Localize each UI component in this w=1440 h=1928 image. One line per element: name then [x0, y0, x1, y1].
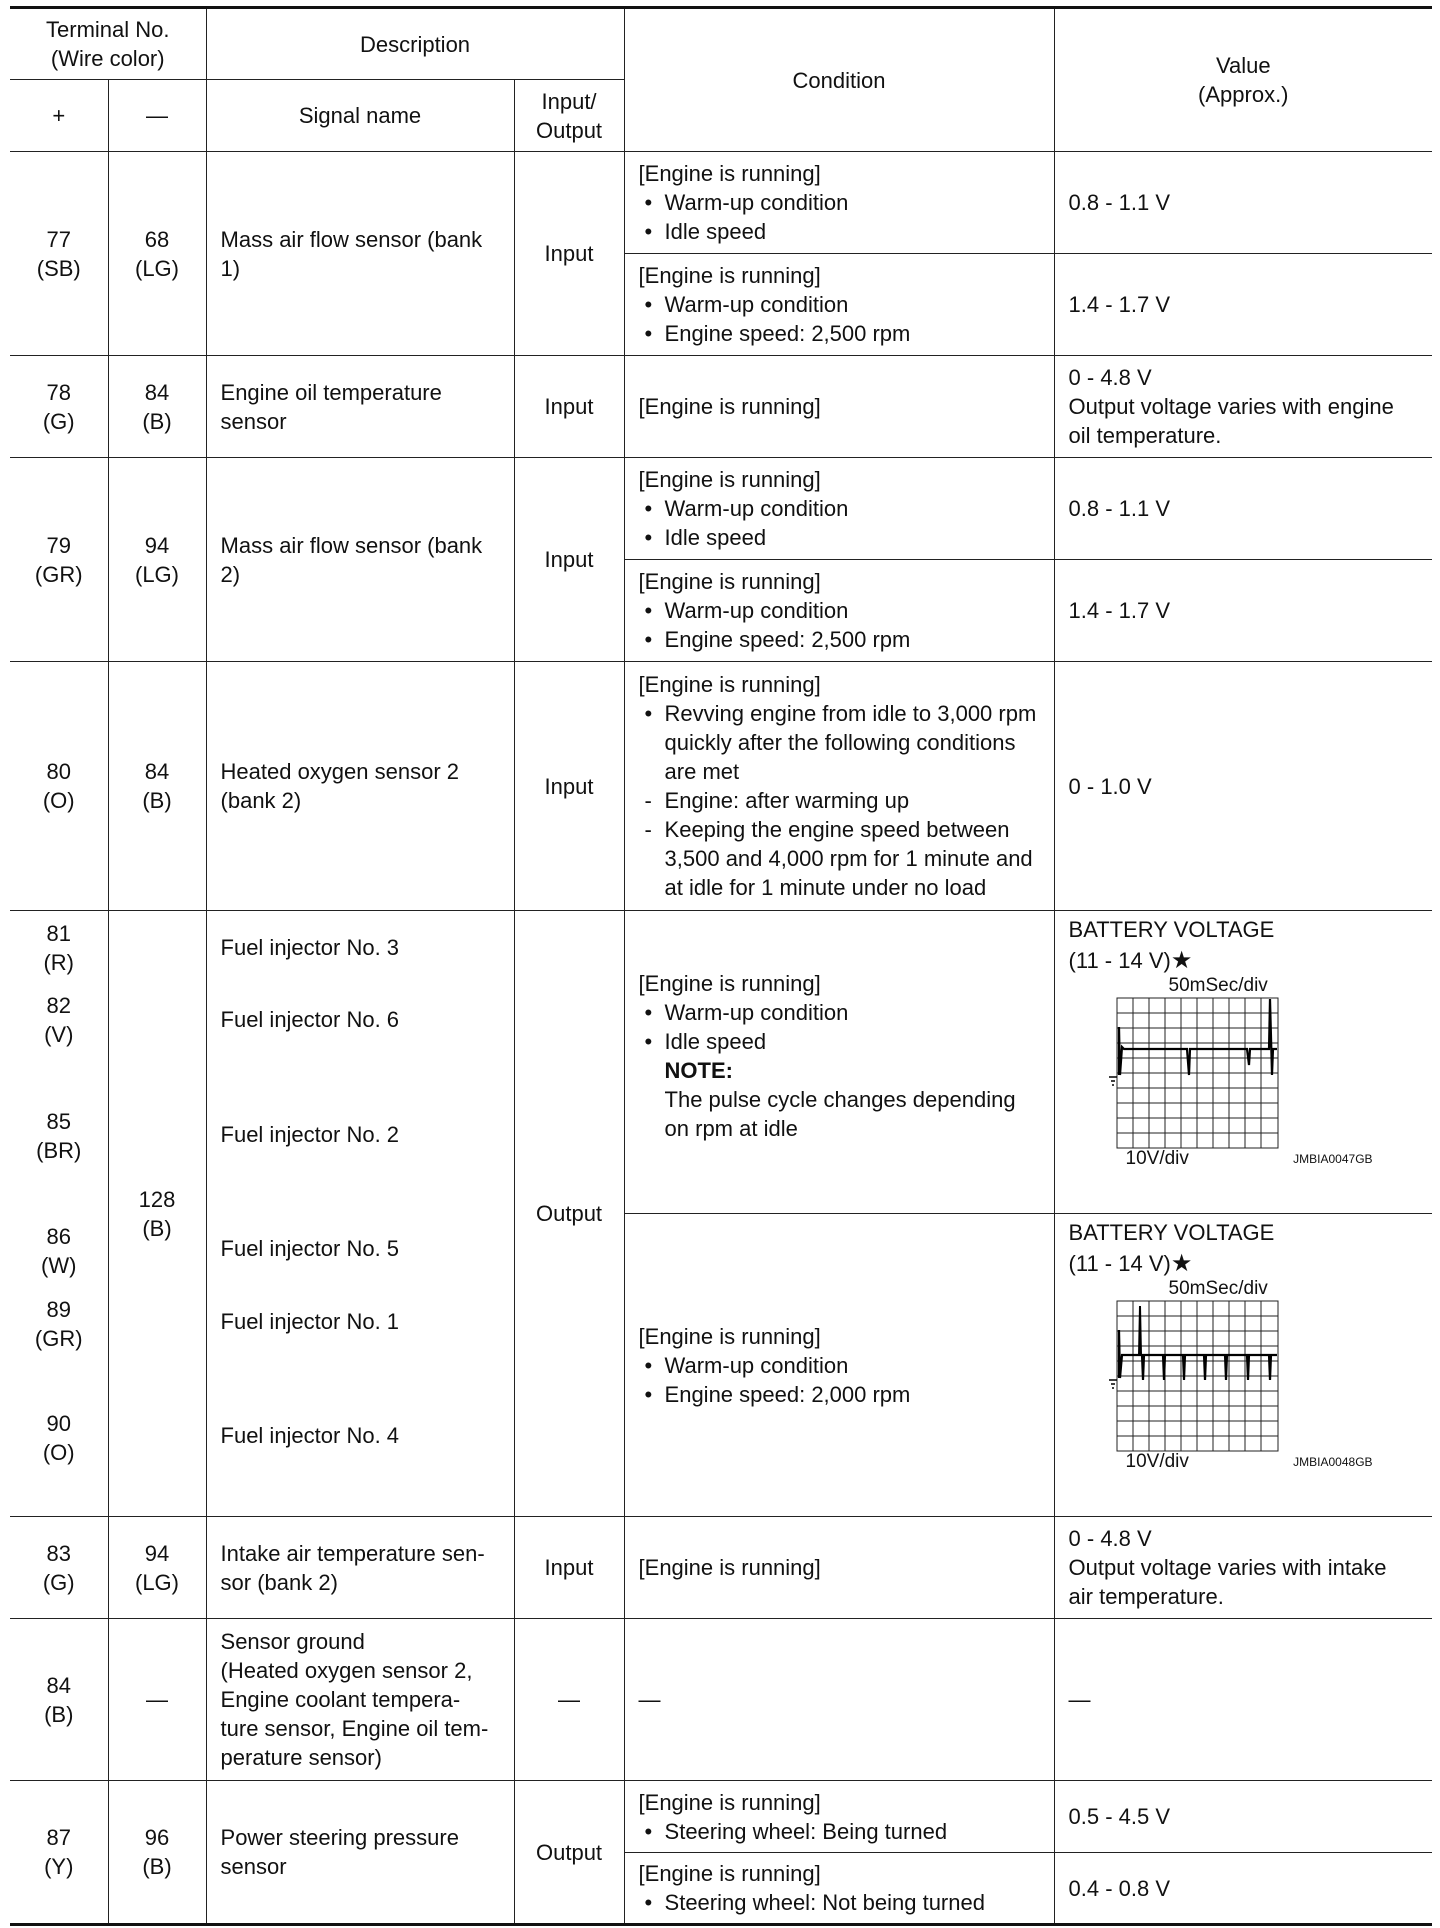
table-row [10, 152, 1432, 254]
value [1054, 1214, 1432, 1517]
signal-name: Heated oxygen sensor 2 (bank 2) [206, 662, 514, 911]
condition-item: • Engine speed: 2,000 rpm [644, 1381, 911, 1407]
condition-item: • Steering wheel: Being turned [644, 1818, 948, 1844]
value: 0.5 - 4.5 V [1054, 1781, 1432, 1853]
terminal-plus: 77 (SB) [10, 152, 108, 356]
terminal-plus: 79 (GR) [10, 458, 108, 662]
condition: — [624, 1619, 1054, 1781]
waveform-grid [1097, 997, 1347, 1149]
condition [624, 458, 1054, 560]
terminal-plus: 82 (V) [44, 993, 74, 1047]
signal-name: Fuel injector No. 2 [220, 1122, 400, 1147]
io-type: Input [514, 152, 624, 356]
condition-item: • Revving engine from idle to 3,000 rpm quickly after the following conditions are met [644, 701, 1037, 784]
condition: [Engine is running] [624, 356, 1054, 458]
condition: [Engine is running] [624, 1517, 1054, 1619]
io-type: Input [514, 458, 624, 662]
condition-head: [Engine is running] [638, 467, 821, 492]
condition-item: • Idle speed [644, 1029, 767, 1054]
value: — [1054, 1619, 1432, 1781]
voltage-scale: 10V/div [1125, 1148, 1189, 1169]
condition [624, 152, 1054, 254]
condition [624, 1214, 1054, 1517]
table-row [10, 356, 1432, 458]
terminal-plus: 85 (BR) [36, 1109, 82, 1163]
condition-head: [Engine is running] [638, 672, 821, 697]
terminal-plus: 89 (GR) [34, 1297, 83, 1351]
terminal-minus: 84 (B) [108, 356, 206, 458]
value: 0 - 4.8 V Output voltage varies with intake air temperature. [1054, 1517, 1432, 1619]
figure-code: JMBIA0048GB [1293, 1455, 1373, 1469]
star-icon: ★ [1170, 1250, 1193, 1277]
signal-name: Mass air flow sensor (bank 1) [206, 152, 514, 356]
value-range: (11 - 14 V)★ [1068, 1250, 1193, 1277]
value-range: (11 - 14 V)★ [1068, 947, 1193, 974]
terminal-plus: 78 (G) [10, 356, 108, 458]
header-minus: — [108, 80, 206, 152]
signal-name: Fuel injector No. 4 [220, 1423, 400, 1448]
condition-head: [Engine is running] [638, 1789, 821, 1815]
condition [624, 1781, 1054, 1853]
oscilloscope-waveform [1069, 975, 1373, 1170]
header-plus: + [10, 80, 108, 152]
table-row [10, 662, 1432, 911]
condition-item: • Warm-up condition [644, 598, 849, 623]
terminal-minus: — [108, 1619, 206, 1781]
terminal-plus: 83 (G) [10, 1517, 108, 1619]
condition-item: • Steering wheel: Not being turned [644, 1890, 985, 1915]
io-type: Output [514, 1781, 624, 1925]
terminal-plus: 90 (O) [42, 1411, 75, 1465]
condition-item: • Warm-up condition [644, 292, 849, 317]
value: 0.8 - 1.1 V [1054, 152, 1432, 254]
io-type: — [514, 1619, 624, 1781]
star-icon: ★ [1170, 947, 1193, 974]
table-row [10, 1517, 1432, 1619]
condition-note: NOTE: The pulse cycle changes depending on rpm at idle [664, 1058, 1016, 1141]
table-row [10, 458, 1432, 560]
io-type: Input [514, 1517, 624, 1619]
condition [624, 911, 1054, 1214]
condition-head: [Engine is running] [638, 1323, 821, 1349]
table-row [10, 1781, 1432, 1853]
table-row [10, 1619, 1432, 1781]
injector-terminals [10, 911, 108, 1517]
header-terminal-no: Terminal No. (Wire color) [10, 8, 206, 80]
condition-head: [Engine is running] [638, 161, 821, 186]
signal-name: Mass air flow sensor (bank 2) [206, 458, 514, 662]
condition [624, 560, 1054, 662]
signal-name: Power steering pressure sensor [206, 1781, 514, 1925]
condition-subitem: - Keeping the engine speed between 3,500 and 4,000 rpm for 1 minute and at idle for 1 minute under no load [644, 817, 1033, 900]
table-row [10, 911, 1432, 1214]
condition [624, 662, 1054, 911]
header-value: Value (Approx.) [1054, 8, 1432, 152]
terminal-minus: 128 (B) [108, 911, 206, 1517]
signal-name: Fuel injector No. 1 [220, 1309, 400, 1334]
signal-name: Fuel injector No. 6 [220, 1007, 400, 1032]
condition-head: [Engine is running] [638, 1861, 821, 1886]
condition-item: • Warm-up condition [644, 496, 849, 521]
oscilloscope-waveform [1069, 1278, 1373, 1473]
header-description: Description [206, 8, 624, 80]
condition-item: • Engine speed: 2,500 rpm [644, 627, 911, 652]
condition-item: • Warm-up condition [644, 1352, 849, 1378]
value: 1.4 - 1.7 V [1054, 560, 1432, 662]
terminal-minus: 94 (LG) [108, 458, 206, 662]
terminal-plus: 87 (Y) [10, 1781, 108, 1925]
condition-item: • Engine speed: 2,500 rpm [644, 321, 911, 346]
terminal-plus: 80 (O) [10, 662, 108, 911]
condition-subitem: - Engine: after warming up [644, 788, 910, 813]
terminal-plus: 86 (W) [41, 1224, 77, 1278]
injector-names [206, 911, 514, 1517]
value: 0 - 4.8 V Output voltage varies with engine oil temperature. [1054, 356, 1432, 458]
value: 1.4 - 1.7 V [1054, 254, 1432, 356]
condition-head: [Engine is running] [638, 569, 821, 594]
condition [624, 254, 1054, 356]
terminal-plus: 81 (R) [43, 921, 75, 975]
terminal-minus: 96 (B) [108, 1781, 206, 1925]
signal-name: Sensor ground (Heated oxygen sensor 2, Engine coolant tempera- ture sensor, Engine oil tem- perature sensor) [206, 1619, 514, 1781]
terminal-minus: 84 (B) [108, 662, 206, 911]
waveform-grid [1097, 1300, 1347, 1452]
condition-item: • Warm-up condition [644, 190, 849, 215]
condition-head: [Engine is running] [638, 971, 821, 996]
value-title: BATTERY VOLTAGE [1068, 917, 1275, 942]
terminal-minus: 68 (LG) [108, 152, 206, 356]
value-title: BATTERY VOLTAGE [1068, 1220, 1275, 1245]
header-signal-name: Signal name [206, 80, 514, 152]
io-type: Input [514, 356, 624, 458]
voltage-scale: 10V/div [1125, 1451, 1189, 1472]
signal-name: Fuel injector No. 5 [220, 1236, 400, 1261]
value: 0.8 - 1.1 V [1054, 458, 1432, 560]
ecm-terminal-table [10, 6, 1432, 1926]
io-type: Input [514, 662, 624, 911]
condition-item: • Idle speed [644, 219, 767, 244]
figure-code: JMBIA0047GB [1293, 1152, 1373, 1166]
time-scale: 50mSec/div [1168, 1278, 1268, 1299]
header-input-output: Input/ Output [514, 80, 624, 152]
value: 0 - 1.0 V [1054, 662, 1432, 911]
value: 0.4 - 0.8 V [1054, 1853, 1432, 1925]
time-scale: 50mSec/div [1168, 975, 1268, 996]
condition-item: • Idle speed [644, 525, 767, 550]
value [1054, 911, 1432, 1214]
signal-name: Intake air temperature sen- sor (bank 2) [206, 1517, 514, 1619]
terminal-plus: 84 (B) [10, 1619, 108, 1781]
condition [624, 1853, 1054, 1925]
signal-name: Engine oil temperature sensor [206, 356, 514, 458]
terminal-minus: 94 (LG) [108, 1517, 206, 1619]
header-condition: Condition [624, 8, 1054, 152]
condition-head: [Engine is running] [638, 263, 821, 288]
io-type: Output [514, 911, 624, 1517]
signal-name: Fuel injector No. 3 [220, 935, 400, 960]
condition-item: • Warm-up condition [644, 1000, 849, 1025]
